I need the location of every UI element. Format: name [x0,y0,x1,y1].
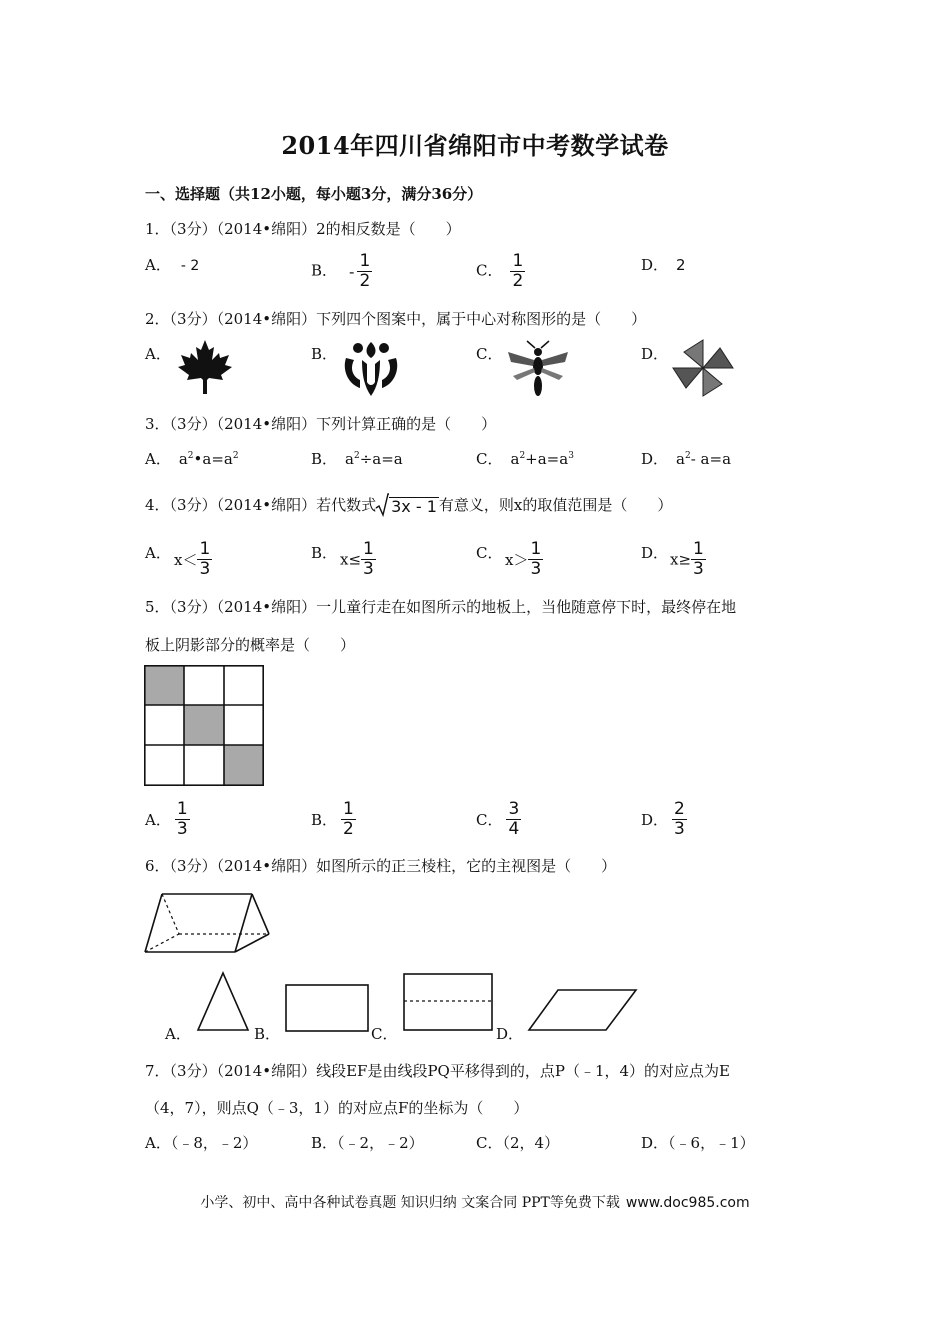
numerator: 3 [508,799,520,819]
q4-option-c[interactable] [505,540,543,579]
q1-option-c[interactable] [476,252,525,291]
sqrt-expression [376,497,439,516]
page-footer [0,1192,950,1212]
q2-option-b[interactable]: B． [311,345,338,363]
q7-option-a[interactable] [145,1132,257,1153]
expr-part: a [510,450,520,468]
option-label: D． [641,256,669,274]
q7-stem-line1: 7．（3分）（2014•绵阳）线段EF是由线段PQ平移得到的，点P（﹣1，4）的对应点为E [145,1062,730,1080]
option-label: A． [145,256,171,274]
q1-option-b[interactable] [311,252,372,291]
q6-option-a[interactable]: A． [165,1025,191,1043]
numerator: 1 [512,251,524,271]
insect-icon [505,340,571,400]
triangular-prism-figure [144,892,270,954]
q4-option-c-label[interactable]: C． [476,544,503,562]
denominator: 3 [674,819,685,839]
relation: x≥ [670,550,692,569]
relation: x＞ [505,551,529,569]
q6-option-b[interactable]: B． [254,1025,281,1043]
denominator: 4 [508,819,520,839]
expr-part: ÷a=a [359,450,403,468]
radical-sign-icon [376,494,389,518]
option-value: 2 [676,256,686,274]
option-label: B． [311,261,338,280]
expr-part: +a=a [525,450,569,468]
q5-option-b[interactable] [311,800,356,839]
option-value: - 2 [180,258,200,274]
denominator: 3 [530,559,542,579]
option-label: B． [311,1134,338,1152]
numerator: 1 [176,799,188,819]
numerator: 1 [199,539,211,559]
numerator: 1 [693,539,704,559]
stem-text: 4．（3分）（2014•绵阳）若代数式 [145,496,377,514]
section-heading: 一、选择题（共12小题，每小题3分，满分36分） [145,185,483,203]
option-label: D． [641,1134,669,1152]
option-value: （﹣6，﹣1） [668,1134,755,1152]
denominator: 2 [512,271,524,291]
q6-stem: 6．（3分）（2014•绵阳）如图所示的正三棱柱，它的主视图是（ ） [145,857,617,875]
q3-stem: 3．（3分）（2014•绵阳）下列计算正确的是（ ） [145,415,497,433]
exponent: 3 [568,451,574,461]
numerator: 1 [530,539,542,559]
q3-option-d[interactable] [641,448,731,469]
q6-option-d[interactable]: D． [496,1025,524,1043]
footer-url-link[interactable]: www.doc985.com [625,1195,750,1211]
option-label: C． [476,450,503,468]
option-label: D． [641,811,669,829]
pinwheel-icon [670,338,736,398]
denominator: 2 [359,271,371,291]
q2-option-a[interactable]: A． [145,345,171,363]
expr-part: a [178,450,188,468]
denominator: 3 [693,559,704,579]
fraction [361,540,376,579]
option-value: （﹣8，﹣2） [170,1134,258,1152]
denominator: 3 [199,559,211,579]
numerator: 1 [343,799,354,819]
q7-stem-line2: （4，7），则点Q（﹣3，1）的对应点F的坐标为（ ） [145,1099,529,1117]
expr-part: a [676,450,685,468]
option-label: B． [311,811,338,829]
parallelogram-view-figure[interactable] [528,988,638,1032]
fraction [341,800,356,839]
option-label: B． [311,450,338,468]
q7-option-b[interactable] [311,1132,424,1153]
tulip-ornament-icon [338,340,404,398]
q5-stem-line2: 板上阴影部分的概率是（ ） [145,636,356,654]
expr-part: a [345,450,354,468]
q4-stem [145,494,672,516]
q2-option-d[interactable]: D． [641,345,669,363]
option-value: （﹣2，﹣2） [337,1134,424,1152]
fraction [357,252,372,291]
option-label: A． [145,1134,171,1152]
maple-leaf-icon [174,338,236,396]
negative-sign: - [349,262,355,281]
q4-option-d[interactable] [670,540,706,579]
fraction [510,252,525,291]
q5-option-c[interactable] [476,800,521,839]
fraction [528,540,543,579]
numerator: 2 [674,799,685,819]
page-title: 2014年四川省绵阳市中考数学试卷 [281,131,669,160]
rectangle-dashed-view-figure[interactable] [403,973,493,1031]
fraction [691,540,706,579]
q7-option-d[interactable] [641,1132,755,1153]
denominator: 2 [343,819,354,839]
stem-text: 有意义，则x的取值范围是（ ） [438,496,673,514]
fraction [197,540,212,579]
exponent: 2 [187,451,194,461]
denominator: 3 [363,559,374,579]
q4-option-b[interactable] [340,540,376,579]
q4-option-a[interactable] [174,540,212,579]
numerator: 1 [363,539,374,559]
expr-part: - a=a [690,450,732,468]
q4-option-b-label[interactable]: B． [311,544,338,562]
option-value: （2，4） [502,1134,560,1152]
q2-option-c[interactable]: C． [476,345,503,363]
option-label: C． [476,261,503,280]
exponent: 2 [684,451,691,461]
q1-option-d[interactable] [641,254,686,275]
fraction [175,800,190,839]
q3-option-a[interactable] [145,448,239,469]
q2-stem: 2．（3分）（2014•绵阳）下列四个图案中，属于中心对称图形的是（ ） [145,310,647,328]
q6-option-c[interactable]: C． [371,1025,398,1043]
option-label: C． [476,1134,503,1152]
option-label: A． [145,450,171,468]
expr-part: •a=a [193,450,233,468]
q5-option-d[interactable] [641,800,687,839]
exponent: 2 [232,451,239,461]
fraction [506,800,521,839]
q4-option-d-label[interactable]: D． [641,544,669,562]
option-label: D． [641,450,669,468]
q7-option-c[interactable] [476,1132,559,1153]
q3-option-c[interactable] [476,448,574,469]
triangle-view-figure[interactable] [196,972,250,1032]
fraction [672,800,687,839]
relation: x≤ [340,550,362,569]
radicand: 3x - 1 [391,496,437,516]
floor-grid-figure [144,665,264,786]
q5-stem-line1: 5．（3分）（2014•绵阳）一儿童行走在如图所示的地板上，当他随意停下时，最终停在地 [145,598,737,616]
q1-stem: 1．（3分）（2014•绵阳）2的相反数是（ ） [145,220,461,238]
q1-option-a[interactable] [145,254,199,275]
q3-option-b[interactable] [311,448,403,469]
exponent: 2 [519,451,526,461]
numerator: 1 [359,251,371,271]
exponent: 2 [353,451,360,461]
relation: x＜ [174,551,198,569]
footer-text: 小学、初中、高中各种试卷真题 知识归纳 文案合同 PPT等免费下载 [200,1195,620,1211]
option-label: C． [476,811,503,829]
q4-option-a-label[interactable]: A． [145,544,171,562]
q5-option-a[interactable] [145,800,190,839]
rectangle-view-figure[interactable] [285,984,369,1032]
option-label: A． [145,811,171,829]
denominator: 3 [176,819,188,839]
